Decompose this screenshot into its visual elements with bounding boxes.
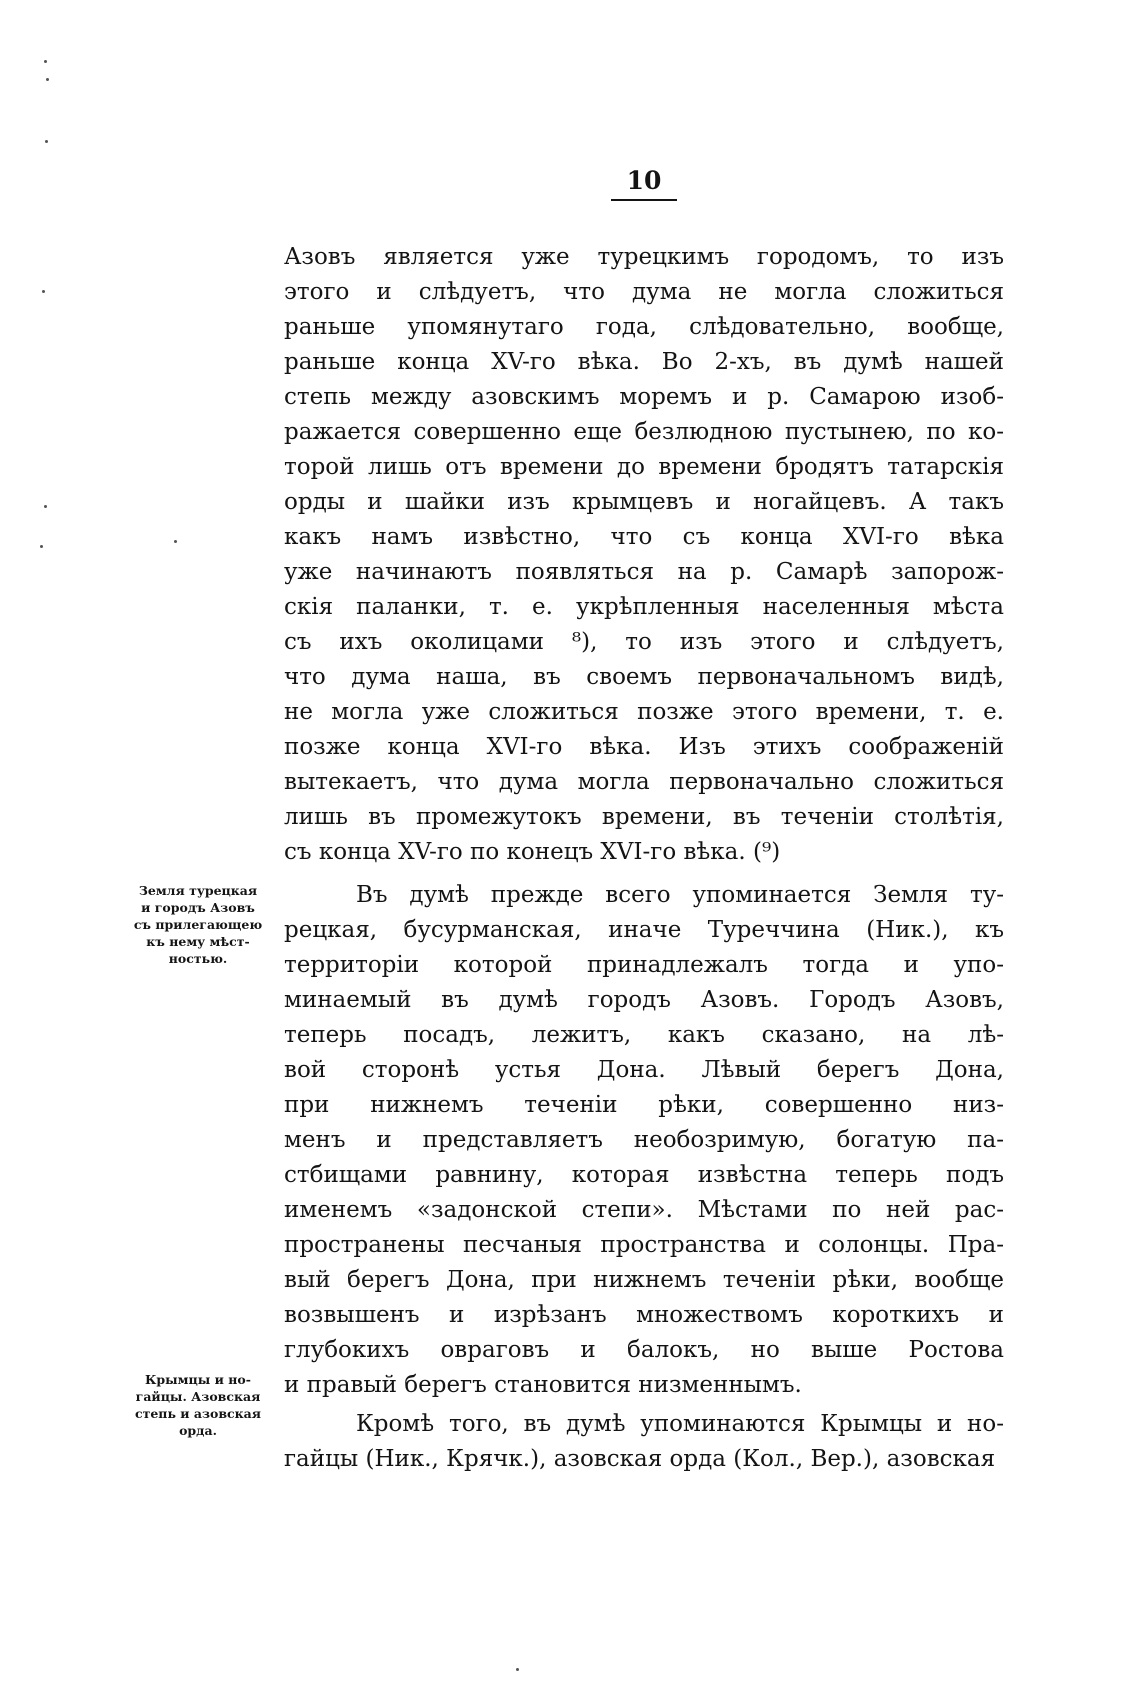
page-number: 10	[626, 166, 662, 195]
margin-note-1	[124, 882, 272, 967]
text-line: скія паланки, т. е. укрѣпленныя населенныя мѣста	[284, 594, 1004, 620]
paragraph-1	[284, 240, 1004, 870]
text-line: вытекаетъ, что дума могла первоначально сложиться	[284, 769, 1004, 795]
scan-speck	[44, 60, 47, 63]
scan-speck	[42, 290, 45, 293]
scan-speck	[44, 505, 47, 508]
text-line: степь между азовскимъ моремъ и р. Самарою изоб-	[284, 384, 1004, 410]
text-line: рецкая, бусурманская, иначе Туреччина (Ник.), къ	[284, 917, 1004, 943]
text-line: при нижнемъ теченіи рѣки, совершенно низ-	[284, 1092, 1004, 1118]
text-line: раньше конца XV-го вѣка. Во 2-хъ, въ думѣ нашей	[284, 349, 1004, 375]
margin-note-line: гайцы. Азовская	[135, 1389, 261, 1404]
margin-note-line: къ нему мѣст-	[146, 934, 250, 949]
text-line: вый берегъ Дона, при нижнемъ теченіи рѣки, вообще	[284, 1267, 1004, 1293]
text-line: территоріи которой принадлежалъ тогда и упо-	[284, 952, 1004, 978]
text-line: уже начинаютъ появляться на р. Самарѣ запорож-	[284, 559, 1004, 585]
paragraph-3	[284, 1407, 1004, 1477]
text-line: Кромѣ того, въ думѣ упоминаются Крымцы и но-	[356, 1411, 1004, 1437]
body-text	[284, 240, 1004, 1477]
text-line: минаемый въ думѣ городъ Азовъ. Городъ Азовъ,	[284, 987, 1004, 1013]
text-line: торой лишь отъ времени до времени бродятъ татарскія	[284, 454, 1004, 480]
paragraph-2	[284, 878, 1004, 1403]
text-line: раньше упомянутаго года, слѣдовательно, вообще,	[284, 314, 1004, 340]
margin-note-line: орда.	[179, 1423, 217, 1438]
text-line: вой сторонѣ устья Дона. Лѣвый берегъ Дона,	[284, 1057, 1004, 1083]
text-line: съ конца XV-го по конецъ XVI-го вѣка. (⁹)	[284, 839, 781, 865]
margin-note-line: Крымцы и но-	[145, 1372, 251, 1387]
text-line: какъ намъ извѣстно, что съ конца XVI-го вѣка	[284, 524, 1004, 550]
margin-note-line: и городъ Азовъ	[141, 900, 255, 915]
margin-note-line: ностью.	[168, 951, 228, 966]
text-line: что дума наша, въ своемъ первоначальномъ видѣ,	[284, 664, 1004, 690]
text-line: ражается совершенно еще безлюдною пустынею, по ко-	[284, 419, 1004, 445]
text-line: съ ихъ околицами ⁸), то изъ этого и слѣдуетъ,	[284, 629, 1004, 655]
text-line: менъ и представляетъ необозримую, богатую па-	[284, 1127, 1004, 1153]
scan-speck	[174, 540, 177, 543]
text-line: Азовъ является уже турецкимъ городомъ, то изъ	[284, 244, 1004, 270]
text-line: Въ думѣ прежде всего упоминается Земля ту-	[356, 882, 1004, 908]
text-line: этого и слѣдуетъ, что дума не могла сложиться	[284, 279, 1004, 305]
margin-note-line: степь и азовская	[135, 1406, 261, 1421]
text-line: гайцы (Ник., Крячк.), азовская орда (Кол., Вер.), азовская	[284, 1446, 996, 1472]
text-line: возвышенъ и изрѣзанъ множествомъ короткихъ и	[284, 1302, 1004, 1328]
text-line: глубокихъ овраговъ и балокъ, но выше Ростова	[284, 1337, 1004, 1363]
text-line: пространены песчаныя пространства и солонцы. Пра-	[284, 1232, 1004, 1258]
text-line: орды и шайки изъ крымцевъ и ногайцевъ. А такъ	[284, 489, 1004, 515]
text-line: не могла уже сложиться позже этого времени, т. е.	[284, 699, 1004, 725]
scan-speck	[40, 545, 43, 548]
text-line: теперь посадъ, лежитъ, какъ сказано, на лѣ-	[284, 1022, 1004, 1048]
text-line: стбищами равнину, которая извѣстна теперь подъ	[284, 1162, 1004, 1188]
text-line: позже конца XVI-го вѣка. Изъ этихъ соображеній	[284, 734, 1004, 760]
scan-speck	[516, 1668, 519, 1671]
text-line: и правый берегъ становится низменнымъ.	[284, 1372, 802, 1398]
text-line: лишь въ промежутокъ времени, въ теченіи столѣтія,	[284, 804, 1004, 830]
page-number-rule	[611, 199, 677, 201]
margin-note-line: съ прилегающею	[133, 917, 263, 932]
margin-note-line: Земля турецкая	[138, 883, 258, 898]
scan-speck	[45, 140, 48, 143]
scan-speck	[46, 78, 49, 81]
text-line: именемъ «задонской степи». Мѣстами по ней рас-	[284, 1197, 1004, 1223]
margin-note-2	[124, 1371, 272, 1439]
